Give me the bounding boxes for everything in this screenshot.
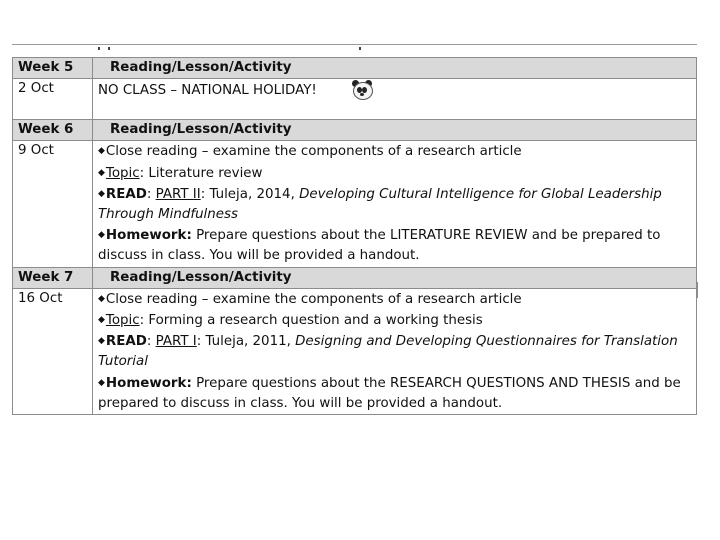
homework-item: ◆Homework: Prepare questions about the LITERATURE REVIEW and be prepared to discuss in class. You will be provided a handout.: [98, 228, 661, 264]
week-header-row: [13, 120, 697, 141]
week-content-row: [13, 79, 697, 120]
session-content: [93, 288, 697, 414]
read-item: ◆READ: PART II: Tuleja, 2014, Developing Cultural Intelligence for Global Leadership Through Mindfulness: [98, 186, 662, 223]
column-header: Reading/Lesson/Activity: [93, 267, 697, 288]
read-label: READ: [105, 334, 147, 350]
holiday-notice: NO CLASS – NATIONAL HOLIDAY!: [98, 83, 317, 99]
week-header-row: [13, 267, 697, 288]
week-label: Week 7: [13, 267, 93, 288]
cut-text-fragment: [359, 47, 361, 50]
bullet-icon: ◆: [98, 167, 105, 178]
bullet-icon: ◆: [98, 188, 105, 199]
table-edge-mark: [697, 282, 698, 298]
activity-item: ◆Close reading – examine the components of a research article: [98, 144, 522, 160]
session-date: 16 Oct: [13, 288, 93, 414]
cut-text-fragment: [98, 47, 100, 50]
homework-label: Homework:: [105, 228, 192, 244]
read-part: PART I: [155, 334, 197, 350]
bullet-icon: ◆: [98, 230, 105, 241]
read-part: PART II: [155, 186, 201, 202]
session-date: 2 Oct: [13, 79, 93, 120]
topic-label: Topic: [105, 165, 140, 181]
session-content: [93, 79, 697, 120]
read-label: READ: [105, 186, 147, 202]
session-content: [93, 141, 697, 267]
homework-item: ◆Homework: Prepare questions about the RESEARCH QUESTIONS AND THESIS and be prepared to discuss in class. You will be provided a handout.: [98, 375, 681, 411]
reading-title: Developing Cultural Intelligence for Global Leadership Through Mindfulness: [98, 186, 662, 223]
week-content-row: [13, 288, 697, 414]
week-content-row: [13, 141, 697, 267]
topic-label: Topic: [105, 313, 140, 329]
schedule-page: [12, 44, 697, 415]
week-label: Week 6: [13, 120, 93, 141]
activity-item: ◆Close reading – examine the components of a research article: [98, 291, 522, 307]
reading-title: Designing and Developing Questionnaires for Translation Tutorial: [98, 334, 678, 370]
cut-text-fragment: [108, 47, 110, 50]
session-date: 9 Oct: [13, 141, 93, 267]
topic-item: ◆Topic: Literature review: [98, 165, 263, 181]
column-header: Reading/Lesson/Activity: [93, 58, 697, 79]
bullet-icon: ◆: [98, 315, 105, 326]
panda-icon: [351, 79, 373, 99]
bullet-icon: ◆: [98, 377, 105, 388]
column-header: Reading/Lesson/Activity: [93, 120, 697, 141]
week-header-row: [13, 58, 697, 79]
bullet-icon: ◆: [98, 293, 105, 304]
read-item: ◆READ: PART I: Tuleja, 2011, Designing and Developing Questionnaires for Translation Tutorial: [98, 334, 678, 370]
homework-label: Homework:: [105, 375, 192, 391]
schedule-table: [12, 57, 697, 415]
week-label: Week 5: [13, 58, 93, 79]
topic-item: ◆Topic: Forming a research question and a working thesis: [98, 313, 483, 329]
bullet-icon: ◆: [98, 146, 105, 157]
previous-row-cut-edge: [12, 44, 697, 57]
bullet-icon: ◆: [98, 336, 105, 347]
